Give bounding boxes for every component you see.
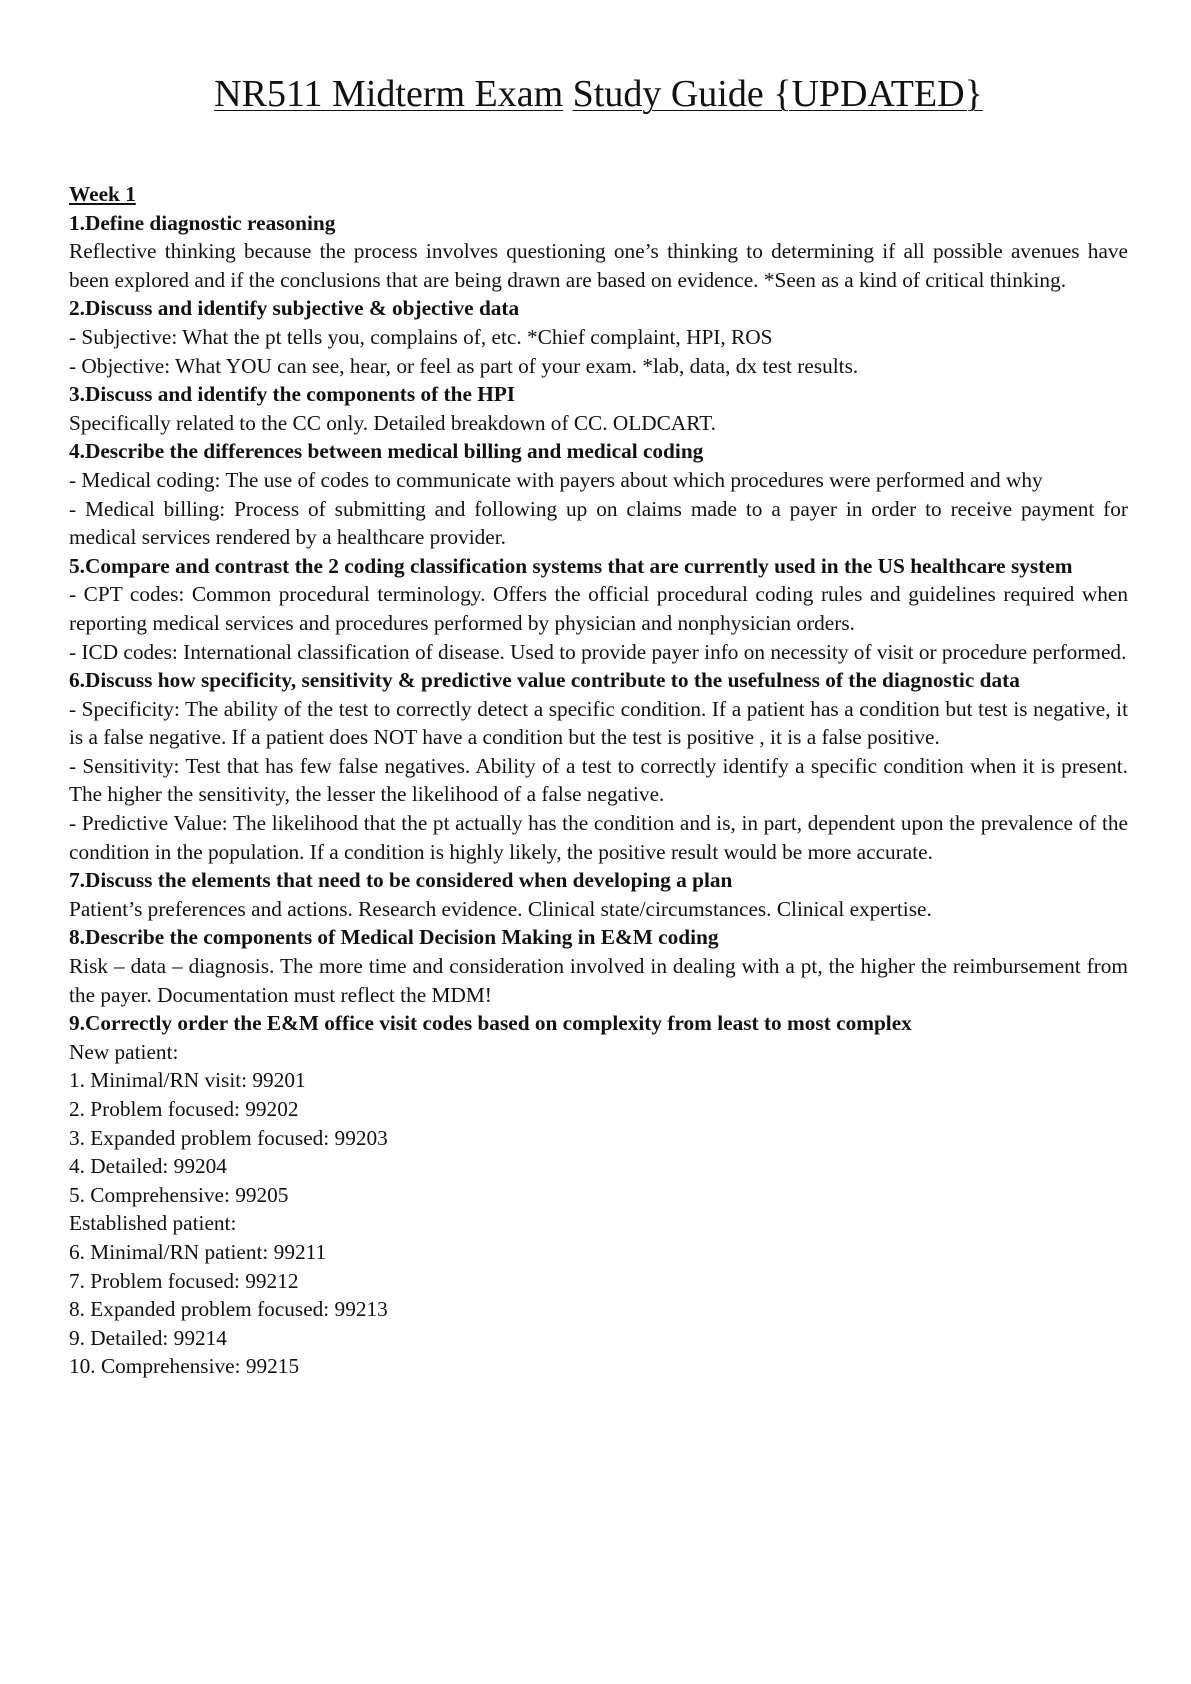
list-item: 4. Detailed: 99204 <box>69 1154 227 1179</box>
answer-5-cpt: - CPT codes: Common procedural terminology. Offers the official procedural coding rules and guidelines required when reporting medical services and procedures performed by physician and nonphysician orders. <box>69 582 1128 635</box>
list-item: 8. Expanded problem focused: 99213 <box>69 1297 388 1322</box>
question-2: 2.Discuss and identify subjective & objective data <box>69 296 520 321</box>
question-4: 4.Describe the differences between medical billing and medical coding <box>69 439 704 464</box>
title-part-1: NR511 Midterm Exam <box>214 73 564 115</box>
question-3: 3.Discuss and identify the components of the HPI <box>69 382 516 407</box>
list-item: 9. Detailed: 99214 <box>69 1325 227 1350</box>
list-item: 3. Expanded problem focused: 99203 <box>69 1125 388 1150</box>
answer-3: Specifically related to the CC only. Detailed breakdown of CC. OLDCART. <box>69 410 716 435</box>
answer-7: Patient’s preferences and actions. Research evidence. Clinical state/circumstances. Clinical expertise. <box>69 896 932 921</box>
list-item: 6. Minimal/RN patient: 99211 <box>69 1239 327 1264</box>
question-9: 9.Correctly order the E&M office visit codes based on complexity from least to most complex <box>69 1011 912 1036</box>
new-patient-label: New patient: <box>69 1039 179 1064</box>
answer-1: Reflective thinking because the process involves questioning one’s thinking to determining if all possible avenues have been explored and if the conclusions that are being drawn are based on evidence. *Seen as a kind of critical thinking. <box>69 239 1128 292</box>
question-8: 8.Describe the components of Medical Decision Making in E&M coding <box>69 925 719 950</box>
list-item: 10. Comprehensive: 99215 <box>69 1354 300 1379</box>
list-item: 1. Minimal/RN visit: 99201 <box>69 1068 306 1093</box>
question-5: 5.Compare and contrast the 2 coding classification systems that are currently used in the US healthcare system <box>69 553 1073 578</box>
question-7: 7.Discuss the elements that need to be considered when developing a plan <box>69 868 733 893</box>
question-1: 1.Define diagnostic reasoning <box>69 210 336 235</box>
document-title <box>69 68 1128 120</box>
answer-6-specificity: - Specificity: The ability of the test to correctly detect a specific condition. If a patient has a condition but test is negative, it is a false negative. If a patient does NOT have a condition but the test is positive , it is a false positive. <box>69 696 1128 750</box>
answer-2-objective: - Objective: What YOU can see, hear, or feel as part of your exam. *lab, data, dx test results. <box>69 353 859 378</box>
answer-4-coding: - Medical coding: The use of codes to communicate with payers about which procedures were performed and why <box>69 467 1043 492</box>
answer-6-sensitivity: - Sensitivity: Test that has few false negatives. Ability of a test to correctly identify a specific condition when it is present. The higher the sensitivity, the lesser the likelihood of a false negative. <box>69 753 1128 807</box>
answer-5-icd: - ICD codes: International classification of disease. Used to provide payer info on necessity of visit or procedure performed. <box>69 639 1127 664</box>
document-body <box>69 180 1128 1381</box>
established-patient-label: Established patient: <box>69 1211 237 1236</box>
list-item: 7. Problem focused: 99212 <box>69 1268 299 1293</box>
answer-8: Risk – data – diagnosis. The more time and consideration involved in dealing with a pt, the higher the reimbursement from the payer. Documentation must reflect the MDM! <box>69 954 1128 1007</box>
answer-2-subjective: - Subjective: What the pt tells you, complains of, etc. *Chief complaint, HPI, ROS <box>69 324 773 349</box>
title-part-2: Study Guide {UPDATED} <box>572 73 983 115</box>
answer-4-billing: - Medical billing: Process of submitting and following up on claims made to a payer in order to receive payment for medical services rendered by a healthcare provider. <box>69 496 1128 550</box>
question-6: 6.Discuss how specificity, sensitivity & predictive value contribute to the usefulness of the diagnostic data <box>69 668 1020 693</box>
list-item: 5. Comprehensive: 99205 <box>69 1182 289 1207</box>
answer-6-predictive-value: - Predictive Value: The likelihood that the pt actually has the condition and is, in part, dependent upon the prevalence of the condition in the population. If a condition is highly likely, the positive result would be more accurate. <box>69 811 1128 864</box>
list-item: 2. Problem focused: 99202 <box>69 1097 299 1121</box>
week-heading: Week 1 <box>69 182 136 206</box>
